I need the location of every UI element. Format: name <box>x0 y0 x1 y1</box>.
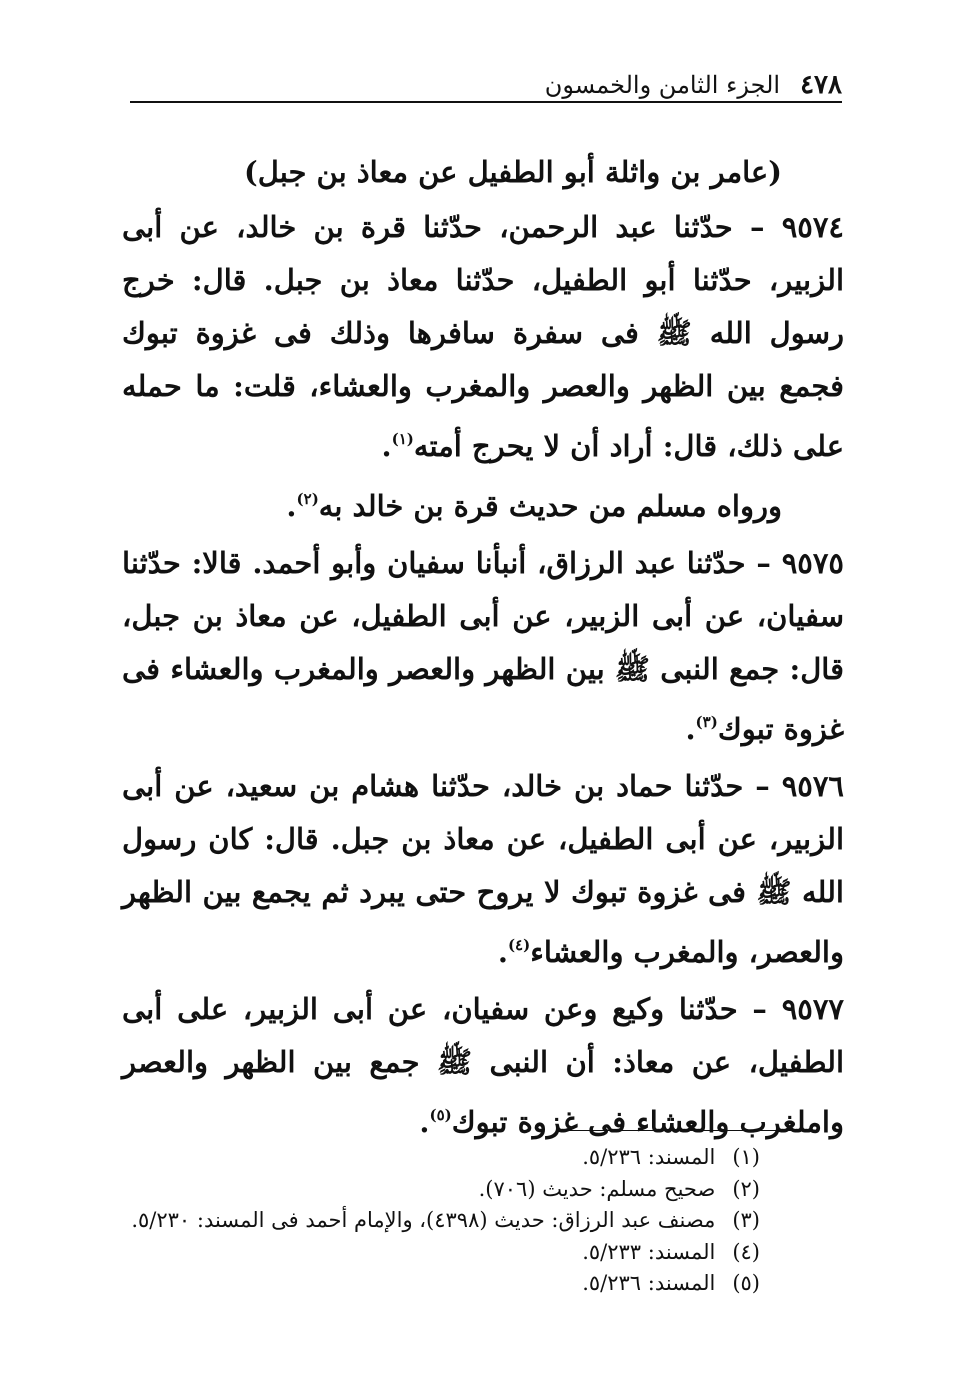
hadith-text: – حدّثنا عبد الرحمن، حدّثنا قرة بن خالد، عن أبى الزبير، حدّثنا أبو الطفيل، حدّثنا معاذ بن جبل. قال: خرج رسول الله ﷺ فى سفرة سافرها وذلك فى غزوة تبوك فجمع بين الظهر والعصر والمغرب والعشاء، قلت: ما حمله على ذلك، قال: أراد أن لا يحرج أمته <box>122 210 844 463</box>
footnote-number: (٣) <box>732 1208 760 1232</box>
header-rule <box>130 101 842 103</box>
footnote-text: المسند: ٥/٢٣٣. <box>582 1239 716 1264</box>
footnote-2 <box>100 1174 760 1206</box>
hadith-text: – حدّثنا عبد الرزاق، أنبأنا سفيان وأبو أحمد. قالا: حدّثنا سفيان، عن أبى الزبير، عن أبى الطفيل، عن معاذ بن جبل، قال: جمع النبى ﷺ بين الظهر والعصر والمغرب والعشاء فى غزوة تبوك <box>122 546 844 746</box>
footnote-4 <box>100 1237 760 1269</box>
footnotes <box>100 1142 760 1300</box>
hadith-text: – حدّثنا حماد بن خالد، حدّثنا هشام بن سعيد، عن أبى الزبير، عن أبى الطفيل، عن معاذ بن جبل. قال: كان رسول الله ﷺ فى غزوة تبوك لا يروح حتى يبرد ثم يجمع بين الظهر والعصر، والمغرب والعشاء <box>122 769 844 969</box>
hadith-end: . <box>497 935 508 969</box>
footnote-number: (٤) <box>732 1239 760 1264</box>
footnote-3 <box>100 1205 760 1237</box>
running-header <box>130 68 842 102</box>
footnote-text: المسند: ٥/٢٣٦. <box>582 1271 716 1295</box>
footnote-5 <box>100 1268 760 1300</box>
hadith-9575 <box>122 537 844 756</box>
hadith-end: . <box>419 1105 430 1139</box>
hadith-end: . <box>685 712 696 746</box>
hadith-end: . <box>381 429 392 463</box>
hadith-number: ٩٥٧٤ <box>781 210 844 244</box>
part-title: الجزء الثامن والخمسون <box>544 71 781 99</box>
footnote-text: صحيح مسلم: حديث (٧٠٦). <box>478 1176 716 1201</box>
main-text <box>122 146 844 1149</box>
hadith-number: ٩٥٧٧ <box>781 992 844 1026</box>
hadith-number: ٩٥٧٥ <box>781 546 844 580</box>
chapter-title: (عامر بن واثلة أبو الطفيل عن معاذ بن جبل) <box>244 155 782 189</box>
footnote-1 <box>100 1142 760 1174</box>
hadith-9577 <box>122 983 844 1149</box>
riwaya-end: . <box>286 489 297 523</box>
hadith-9574 <box>122 201 844 473</box>
footnote-number: (٢) <box>732 1176 760 1201</box>
footnote-ref: (٥) <box>429 1106 452 1124</box>
riwaya-text: ورواه مسلم من حديث قرة بن خالد به <box>318 489 782 523</box>
footnote-ref: (٢) <box>296 490 319 508</box>
hadith-number: ٩٥٧٦ <box>781 769 844 803</box>
page-number: ٤٧٨ <box>800 70 842 100</box>
riwaya-note <box>122 473 844 533</box>
footnote-ref: (٤) <box>507 936 531 954</box>
footnote-ref: (٣) <box>695 713 718 731</box>
hadith-9576 <box>122 760 844 979</box>
footnote-separator <box>562 1130 800 1131</box>
hadith-text: – حدّثنا وكيع وعن سفيان، عن أبى الزبير، على أبى الطفيل، عن معاذ: أن النبى ﷺ جمع بين الظهر والعصر واملغرب والعشاء فى غزوة تبوك <box>122 992 844 1139</box>
footnote-number: (١) <box>732 1145 760 1169</box>
footnote-text: مصنف عبد الرزاق: حديث (٤٣٩٨)، والإمام أحمد فى المسند: ٥/٢٣٠. <box>131 1208 716 1232</box>
footnote-text: المسند: ٥/٢٣٦. <box>582 1145 716 1169</box>
footnote-ref: (١) <box>391 430 414 448</box>
footnote-number: (٥) <box>732 1271 760 1295</box>
